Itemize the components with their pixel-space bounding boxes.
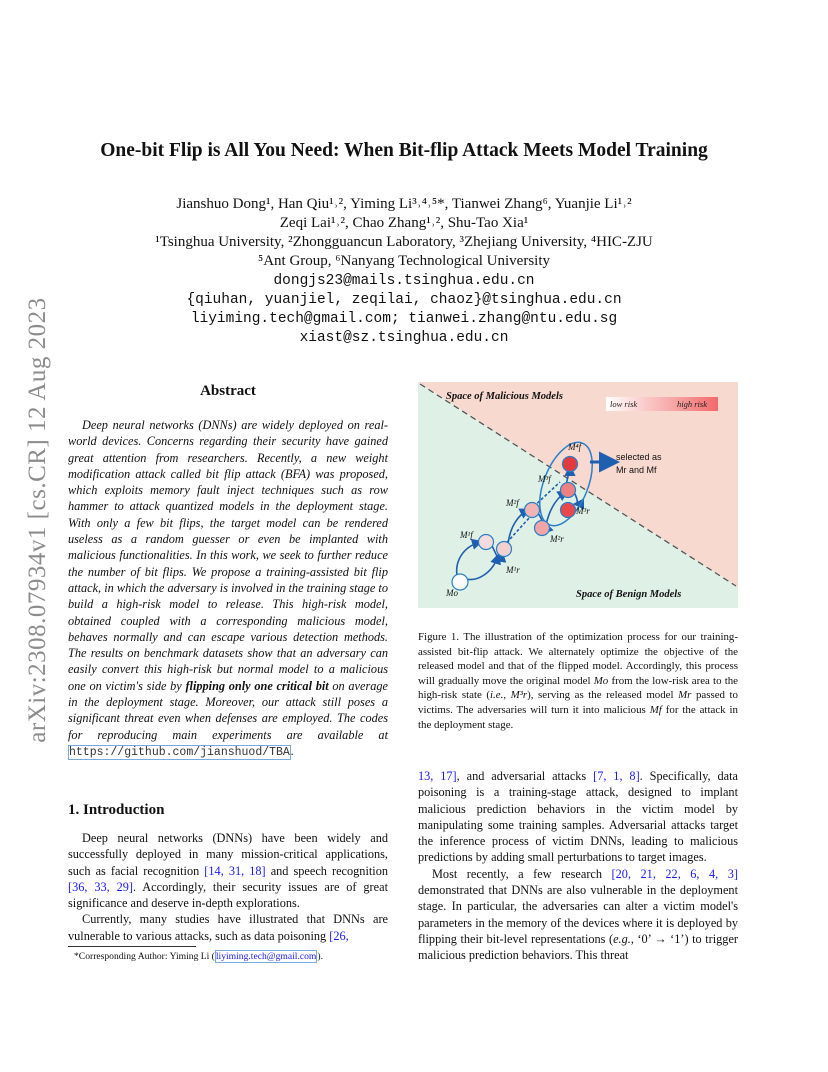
affiliations-line-1: ¹Tsinghua University, ²Zhongguancun Laboratory, ³Zhejiang University, ⁴HIC-ZJU [155,234,653,250]
introduction-heading: 1. Introduction [68,802,165,818]
node-m2r [535,521,550,536]
selected-label-1: selected as [616,452,662,462]
citation-link[interactable]: [36, 33, 29] [68,879,133,894]
intro-text: Deep neural networks (DNNs) have been widely and successfully deployed in many mission-critical applications, such as facial recognition [68,831,388,878]
label-m1r: M¹r [506,565,520,575]
label-m2f: M²f [506,498,519,508]
right-paragraph-1 [418,768,738,866]
email-line-3: liyiming.tech@gmail.com; tianwei.zhang@ntu.edu.sg [190,311,618,327]
abstract-body [68,417,388,761]
body-text: , and adversarial attacks [456,769,594,783]
footnote-text: *Corresponding Author: Yiming Li ( [74,951,215,962]
intro-text: Currently, many studies have illustrated that DNNs are vulnerable to various attacks, such as data poisoning [68,912,388,943]
benign-space-label: Space of Benign Models [576,589,682,600]
node-m2f [525,503,540,518]
body-eg: e.g. [613,931,631,946]
caption-text: passed to victims. The adversaries will turn it into malicious [418,689,738,716]
footnote-rule [68,946,196,947]
paper-title: One-bit Flip is All You Need: When Bit-flip Attack Meets Model Training [100,140,708,161]
intro-text: . Accordingly, their security issues are of great significance and deserve in-depth explorations. [68,879,388,911]
label-m1f: M¹f [460,530,473,540]
affiliations-line-2: ⁵Ant Group, ⁶Nanyang Technological University [258,253,550,269]
introduction-body [68,830,388,944]
node-m3r [561,503,576,518]
body-text: . Specifically, data poisoning is a training-stage attack, designed to implant malicious prediction behaviors in the victim model by manipulating some training samples. Adversarial attacks target the inference process of victim DNNs, leading to malicious predictions by adding small perturbations to target images. [418,769,738,865]
caption-text: from the low-risk area to the high-risk state ( [418,674,738,702]
right-column-body [418,768,738,964]
email-line-4: xiast@sz.tsinghua.edu.cn [299,330,509,346]
email-line-2: {qiuhan, yuanjiel, zeqilai, chaoz}@tsinghua.edu.cn [186,292,622,308]
caption-symbol: Mr [678,689,692,702]
body-text: , ‘0’ → ‘1’) to trigger malicious prediction behaviors. This threat [418,931,738,963]
caption-ie: i.e. [490,689,504,702]
caption-symbol: M³r [510,689,528,702]
label-m3f: M³f [538,474,551,484]
node-m1r [497,542,512,557]
intro-text: and speech recognition [265,863,389,878]
malicious-space-label: Space of Malicious Models [446,391,563,402]
abstract-end: . [290,743,294,758]
code-link[interactable]: https://github.com/jianshuod/TBA [69,745,290,759]
node-m4f [563,457,578,472]
authors-line-1: Jianshuo Dong¹, Han Qiu¹˒², Yiming Li³˒⁴˒⁵*, Tianwei Zhang⁶, Yuanjie Li¹˒² [176,196,632,212]
citation-link[interactable]: [14, 31, 18] [204,863,266,878]
caption-symbol: Mo [593,674,609,687]
email-line-1: dongjs23@mails.tsinghua.edu.cn [273,273,535,289]
label-m4f: M⁴f [568,442,582,452]
figure-1 [418,382,738,608]
footnote-email-link[interactable]: liyiming.tech@gmail.com [215,951,317,962]
label-mo: Mo [446,588,458,598]
right-paragraph-2 [418,866,738,964]
intro-paragraph-2 [68,911,388,944]
footnote-end: ). [317,951,323,962]
arxiv-stamp-text: arXiv:2308.07934v1 [cs.CR] 12 Aug 2023 [24,297,51,743]
caption-text: for the attack in the deployment stage. [418,703,738,731]
abstract-heading: Abstract [200,383,256,399]
node-m1f [479,535,494,550]
legend-low-risk: low risk [610,399,638,409]
body-text: Most recently, a few research [432,866,612,881]
arxiv-stamp [20,280,56,760]
caption-text: ), serving as the released model [527,689,679,702]
citation-link[interactable]: [7, 1, 8] [593,769,640,783]
citation-link[interactable]: 13, 17] [418,769,457,783]
figure-1-diagram [418,382,738,608]
abstract-bold-phrase: flipping only one critical bit [185,678,329,693]
node-m3f [561,483,576,498]
caption-text: Figure 1. The illustration of the optimization process for our training-assisted bit-flip attack. We alternately optimize the objective of the released model and that of the flipped model. Accordingly, this process will gradually move the original model [418,631,738,687]
authors-line-2: Zeqi Lai¹˒², Chao Zhang¹˒², Shu-Tao Xia¹ [279,215,529,231]
footnote [74,951,323,962]
figure-1-caption [418,630,738,732]
caption-symbol: Mf [649,703,662,716]
abstract-text: Deep neural networks (DNNs) are widely deployed on real-world devices. Concerns regarding their security have gained great attention from researchers. Recently, a new weight modification attack called bit flip attack (BFA) was proposed, which exploits memory fault inject techniques such as row hammer to attack quantized models in the deployment stage. With only a few bit flips, the target model can be rendered useless as a random guesser or even be implanted with malicious functionalities. In this work, we seek to further reduce the number of bit flips. We propose a training-assisted bit flip attack, in which the adversary is involved in the training stage to build a high-risk model to release. This high-risk model, obtained coupled with a corresponding malicious model, behaves normally and can escape various detection methods. The results on benchmark datasets show that an adversary can easily convert this high-risk but normal model to a malicious one on victim's side by [68,418,388,693]
body-text: demonstrated that DNNs are also vulnerable in the deployment stage. In particular, the adversaries can alter a victim model's parameters in the memory of the devices where it is deployed by flipping their bit-level representations ( [418,883,738,946]
label-m2r: M²r [550,534,564,544]
selected-label-2: Mr and Mf [616,465,657,475]
label-m3r: M³r [576,506,590,516]
caption-text: , [503,689,511,702]
citation-link[interactable]: [26, [329,928,349,943]
intro-paragraph-1 [68,830,388,911]
legend-high-risk: high risk [677,399,707,409]
abstract-text-cont: on average in the deployment stage. Moreover, our attack still poses a significant threat even when defenses are employed. The codes for reproducing main experiments are available at [68,678,388,742]
citation-link[interactable]: [20, 21, 22, 6, 4, 3] [611,866,738,881]
